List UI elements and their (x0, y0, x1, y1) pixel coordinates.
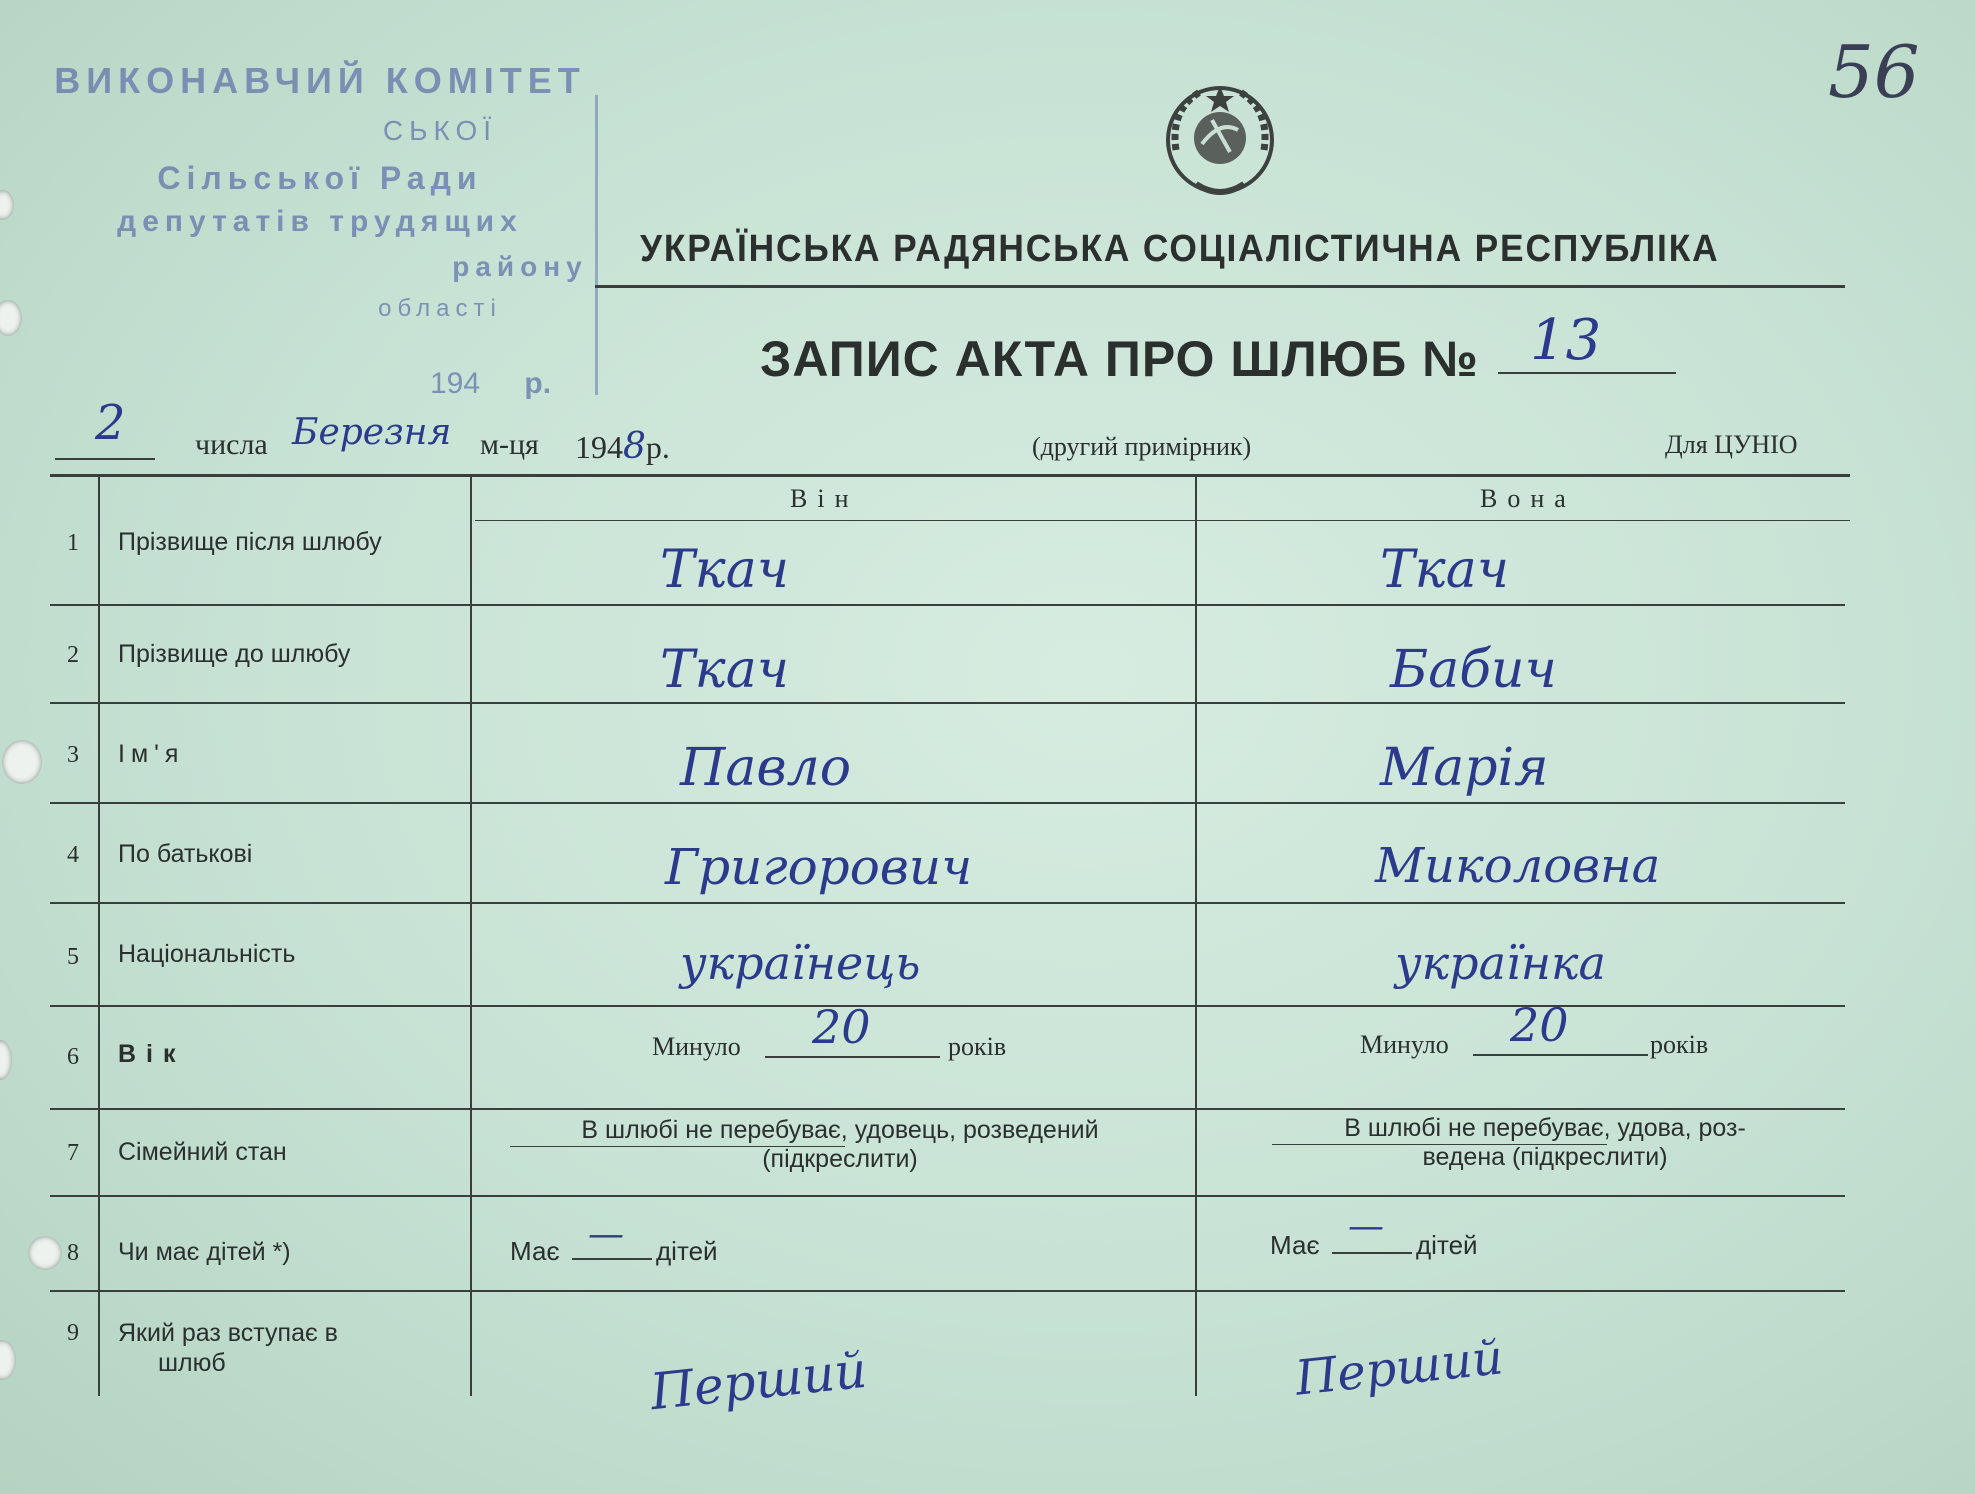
she-nationality: українка (1395, 936, 1606, 990)
she-marital-options: В шлюбі не перебуває, удова, роз- (1344, 1114, 1746, 1142)
record-number: 13 (1530, 308, 1602, 373)
column-header-she: Вона (1480, 484, 1576, 513)
date-month: Березня (292, 412, 452, 453)
row-rule (50, 604, 1845, 606)
she-age: 20 (1510, 998, 1569, 1052)
date-day-label: числа (195, 428, 268, 461)
row-number: 5 (67, 944, 79, 970)
row-label: Прізвище після шлюбу (118, 528, 382, 556)
she-first-name: Марія (1380, 738, 1549, 798)
destination-note: Для ЦУНІО (1665, 430, 1798, 459)
row-label: Вік (118, 1040, 186, 1068)
he-surname-after: Ткач (660, 540, 790, 600)
he-age-prefix: Минуло (652, 1032, 741, 1061)
he-patronymic: Григорович (665, 838, 973, 896)
row-rule (50, 702, 1845, 704)
he-age: 20 (812, 1000, 871, 1054)
column-header-rule (475, 520, 1850, 521)
she-marital-underline (1272, 1144, 1607, 1145)
she-age-prefix: Минуло (1360, 1030, 1449, 1059)
num-column-rule (98, 476, 100, 1396)
page-number: 56 (1828, 30, 1920, 114)
he-children-prefix: Має (510, 1236, 560, 1266)
row-rule (50, 902, 1845, 904)
row-rule (50, 1108, 1845, 1110)
table-top-rule (50, 474, 1850, 477)
row-label: Сімейний стан (118, 1138, 287, 1166)
row-number: 4 (67, 842, 79, 868)
punch-hole (0, 1040, 12, 1080)
she-marital-note: ведена (підкреслити) (1422, 1143, 1668, 1171)
he-marital-options: В шлюбі не перебуває, удовець, розведений (581, 1116, 1099, 1144)
he-age-rule (765, 1056, 940, 1058)
he-marital-note: (підкреслити) (762, 1145, 918, 1173)
row-label-line1: Який раз вступає в (118, 1319, 338, 1347)
republic-heading: УКРАЇНСЬКА РАДЯНСЬКА СОЦІАЛІСТИЧНА РЕСПУБЛІКА (640, 228, 1720, 270)
punch-hole (0, 300, 22, 336)
council-stamp (40, 55, 600, 415)
he-surname-before: Ткач (660, 640, 790, 700)
he-marital-underline (510, 1146, 845, 1147)
date-year-handwritten: 8 (623, 426, 646, 467)
she-children-suffix: дітей (1416, 1230, 1478, 1260)
punch-hole (28, 1236, 62, 1270)
row-label: Прізвище до шлюбу (118, 640, 351, 668)
ussr-coat-of-arms-icon (1160, 80, 1280, 205)
he-age-suffix: років (948, 1032, 1007, 1061)
stamp-border (595, 95, 598, 395)
she-children-prefix: Має (1270, 1230, 1320, 1260)
row-rule (50, 1290, 1845, 1292)
she-marital-status (1260, 1114, 1830, 1172)
row-label: Ім'я (118, 740, 185, 768)
date-year-printed: 194 (575, 429, 623, 465)
heading-rule (595, 285, 1845, 288)
stamp-line-3: Сільської Ради (157, 160, 483, 196)
row-rule (50, 802, 1845, 804)
row-number: 2 (67, 642, 79, 668)
he-marital-status (510, 1116, 1170, 1174)
he-nationality: українець (680, 936, 921, 990)
row-number: 8 (67, 1240, 79, 1266)
he-children-suffix: дітей (656, 1236, 718, 1266)
row-number: 9 (67, 1320, 79, 1346)
date-day: 2 (95, 395, 126, 451)
punch-hole (0, 190, 14, 220)
she-patronymic: Миколовна (1375, 838, 1661, 894)
row-rule (50, 1195, 1845, 1197)
punch-hole (2, 740, 42, 784)
column-header-he: Він (790, 484, 859, 513)
he-children: — (588, 1214, 624, 1255)
punch-hole (0, 1340, 16, 1380)
document-title (760, 330, 1479, 388)
row-number: 7 (67, 1140, 79, 1166)
row-number: 3 (67, 742, 79, 768)
he-marriage-count: Перший (647, 1340, 870, 1422)
stamp-line-1: ВИКОНАВЧИЙ КОМІТЕТ (54, 60, 586, 101)
date-month-label: м-ця (480, 428, 539, 461)
row-number: 6 (67, 1044, 79, 1070)
row-label: Чи має дітей *) (118, 1238, 291, 1266)
stamp-year: 194 р. (430, 367, 552, 400)
date-day-rule (55, 458, 155, 460)
row-label: По батькові (118, 840, 253, 868)
row-label-line2: шлюб (158, 1349, 226, 1377)
row-number: 1 (67, 530, 79, 556)
she-children: — (1348, 1206, 1384, 1247)
stamp-line-5: району (452, 251, 588, 282)
stamp-line-6: області (378, 295, 502, 322)
she-marriage-count: Перший (1292, 1329, 1506, 1407)
row-label: Національність (118, 940, 296, 968)
copy-note: (другий примірник) (1032, 432, 1252, 461)
date-year-suffix: р. (645, 429, 670, 465)
date-year (575, 426, 670, 467)
she-children-rule (1332, 1252, 1412, 1254)
he-children-rule (572, 1258, 652, 1260)
she-age-suffix: років (1650, 1030, 1709, 1059)
stamp-line-4: депутатів трудящих (117, 205, 523, 238)
she-surname-before: Бабич (1390, 640, 1557, 700)
stamp-line-2: СЬКОЇ (382, 115, 498, 146)
row-label (118, 1318, 338, 1378)
she-age-rule (1473, 1054, 1648, 1056)
label-column-rule (470, 476, 472, 1396)
she-surname-after: Ткач (1380, 540, 1510, 600)
he-first-name: Павло (680, 738, 852, 798)
document-title-text: ЗАПИС АКТА ПРО ШЛЮБ № (760, 331, 1479, 387)
row-rule (50, 1005, 1845, 1007)
he-she-column-rule (1195, 476, 1197, 1396)
